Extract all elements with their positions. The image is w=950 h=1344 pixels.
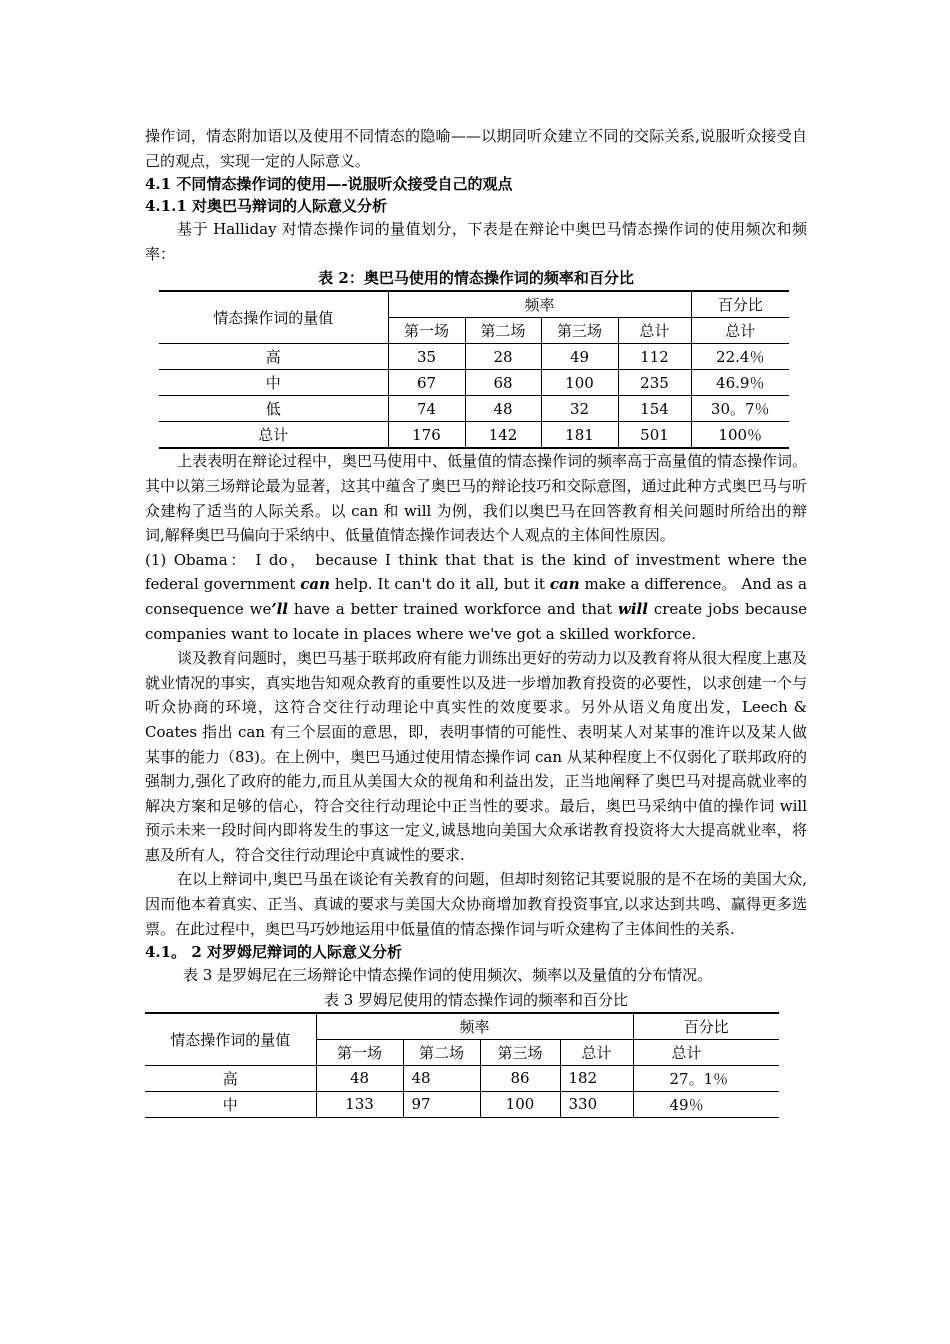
table2-caption: 表 2：奥巴马使用的情态操作词的频率和百分比: [318, 269, 634, 288]
table3-cell: 133: [316, 1091, 403, 1117]
table2-cell: 100: [541, 370, 618, 396]
table2-cell: 100％: [691, 422, 789, 449]
table2-sub-pct-total: 总计: [691, 318, 789, 344]
section-4-1-2-heading: 4.1。 2 对罗姆尼辩词的人际意义分析: [145, 943, 402, 962]
table3-cell: 48: [316, 1065, 403, 1091]
intro-paragraph: 操作词，情态附加语以及使用不同情态的隐喻——以期同听众建立不同的交际关系,说服听众接受自己的观点，实现一定的人际意义。: [145, 127, 807, 170]
table2-row-label: 高: [159, 344, 388, 370]
document-page: [145, 124, 807, 1118]
table-row: [145, 1091, 779, 1117]
table2-cell: 46.9％: [691, 370, 789, 396]
table2-header-row: [159, 291, 789, 318]
table2-sub-2: 第二场: [465, 318, 541, 344]
table3-header-freq: 频率: [316, 1013, 633, 1040]
education-paragraph: 谈及教育问题时，奥巴马基于联邦政府有能力训练出更好的劳动力以及教育将从很大程度上惠及就业情况的事实，真实地告知观众教育的重要性以及进一步增加教育投资的必要性，以求创建一个与听众协商的环境，这符合交往行动理论中真实性的效度要求。另外从语义角度出发，Leech & Coates 指出 can 有三个层面的意思，即，表明事情的可能性、表明某人对某事的准许以及某人做某事的能力（83)。在上例中，奥巴马通过使用情态操作词 can 从某种程度上不仅弱化了联邦政府的强制力,强化了政府的能力,而且从美国大众的视角和利益出发，正当地阐释了奥巴马对提高就业率的解决方案和足够的信心，符合交往行动理论中正当性的要求。最后，奥巴马采纳中值的操作词 will 预示未来一段时间内即将发生的事这一定义,诚恳地向美国大众承诺教育投资将大大提高就业率，将惠及所有人，符合交往行动理论中真诚性的要求.: [145, 649, 808, 864]
table3-cell: 86: [480, 1065, 560, 1091]
table3-cell: 27。1％: [633, 1065, 779, 1091]
table2-row-label: 总计: [159, 422, 388, 449]
table3-header-row: [145, 1013, 779, 1040]
section-4-1-1-heading: 4.1.1 对奥巴马辩词的人际意义分析: [145, 197, 387, 216]
table3-sub-2: 第二场: [403, 1039, 480, 1065]
example-text: have a better trained workforce and that: [288, 599, 618, 618]
table2-cell: 501: [618, 422, 691, 449]
section-4-1-1-paragraph: 基于 Halliday 对情态操作词的量值划分，下表是在辩论中奥巴马情态操作词的使用频次和频率：: [145, 220, 807, 263]
table3-cell: 100: [480, 1091, 560, 1117]
table2-cell: 176: [388, 422, 465, 449]
example-modal: can: [300, 575, 330, 594]
table2-cell: 235: [618, 370, 691, 396]
table2: [159, 290, 789, 449]
example-1: [145, 548, 807, 646]
table3-caption: 表 3 罗姆尼使用的情态操作词的频率和百分比: [323, 990, 629, 1009]
table3-header-pct: 百分比: [633, 1013, 779, 1040]
table2-cell: 142: [465, 422, 541, 449]
table-row: [159, 422, 789, 449]
table3-cell: 182: [560, 1065, 633, 1091]
example-text: help. It can't do it all, but it: [330, 575, 550, 594]
table2-cell: 28: [465, 344, 541, 370]
table2-cell: 30。7％: [691, 396, 789, 422]
table2-cell: 49: [541, 344, 618, 370]
section-4-1-2-paragraph: 表 3 是罗姆尼在三场辩论中情态操作词的使用频次、频率以及量值的分布情况。: [183, 966, 713, 985]
example-text: create jobs because companies want to locate in places where we've got a skilled workforce.: [145, 599, 808, 643]
table3-cell: 330: [560, 1091, 633, 1117]
table2-cell: 32: [541, 396, 618, 422]
example-modal: can: [549, 575, 580, 594]
table2-header-pct: 百分比: [691, 291, 789, 318]
table2-cell: 67: [388, 370, 465, 396]
example-text: make a difference。 And as a consequence we: [145, 575, 807, 618]
table2-cell: 154: [618, 396, 691, 422]
table3-sub-pct-total: 总计: [633, 1039, 779, 1065]
example-text: (1) Obama： I do， because I think that that is the kind of investment where the federal government: [145, 550, 807, 594]
analysis-paragraph: 上表表明在辩论过程中，奥巴马使用中、低量值的情态操作词的频率高于高量值的情态操作词。其中以第三场辩论最为显著，这其中蕴含了奥巴马的辩论技巧和交际意图，通过此种方式奥巴马与听众建构了适当的人际关系。以 can 和 will 为例，我们以奥巴马在回答教育相关问题时所给出的辩词,解释奥巴马偏向于采纳中、低量值情态操作词表达个人观点的主体间性原因。: [145, 452, 808, 545]
table2-cell: 74: [388, 396, 465, 422]
table3: [145, 1012, 779, 1118]
table2-cell: 35: [388, 344, 465, 370]
table-row: [159, 370, 789, 396]
table2-row-label: 低: [159, 396, 388, 422]
section-4-1-heading: 4.1 不同情态操作词的使用—-说服听众接受自己的观点: [145, 175, 513, 194]
table3-sub-1: 第一场: [316, 1039, 403, 1065]
table3-cell: 49％: [633, 1091, 779, 1117]
table2-cell: 181: [541, 422, 618, 449]
table-row: [159, 344, 789, 370]
table3-sub-3: 第三场: [480, 1039, 560, 1065]
table2-header-freq: 频率: [388, 291, 691, 318]
table3-cell: 48: [403, 1065, 480, 1091]
table3-row-label: 高: [145, 1065, 316, 1091]
table-row: [159, 396, 789, 422]
table3-header-label: 情态操作词的量值: [145, 1013, 316, 1066]
table3-cell: 97: [403, 1091, 480, 1117]
table2-row-label: 中: [159, 370, 388, 396]
example-modal: will: [617, 599, 648, 618]
table2-cell: 48: [465, 396, 541, 422]
table2-sub-1: 第一场: [388, 318, 465, 344]
table-row: [145, 1065, 779, 1091]
table2-cell: 22.4％: [691, 344, 789, 370]
table2-header-label: 情态操作词的量值: [159, 291, 388, 344]
example-modal: ’ll: [271, 599, 289, 618]
table2-cell: 68: [465, 370, 541, 396]
summary-paragraph: 在以上辩词中,奥巴马虽在谈论有关教育的问题，但却时刻铭记其要说服的是不在场的美国大众,因而他本着真实、正当、真诚的要求与美国大众协商增加教育投资事宜,以求达到共鸣、赢得更多选票。在此过程中，奥巴马巧妙地运用中低量值的情态操作词与听众建构了主体间性的关系.: [145, 870, 807, 938]
table3-sub-total: 总计: [560, 1039, 633, 1065]
table2-sub-3: 第三场: [541, 318, 618, 344]
table2-cell: 112: [618, 344, 691, 370]
table3-row-label: 中: [145, 1091, 316, 1117]
table2-sub-total: 总计: [618, 318, 691, 344]
